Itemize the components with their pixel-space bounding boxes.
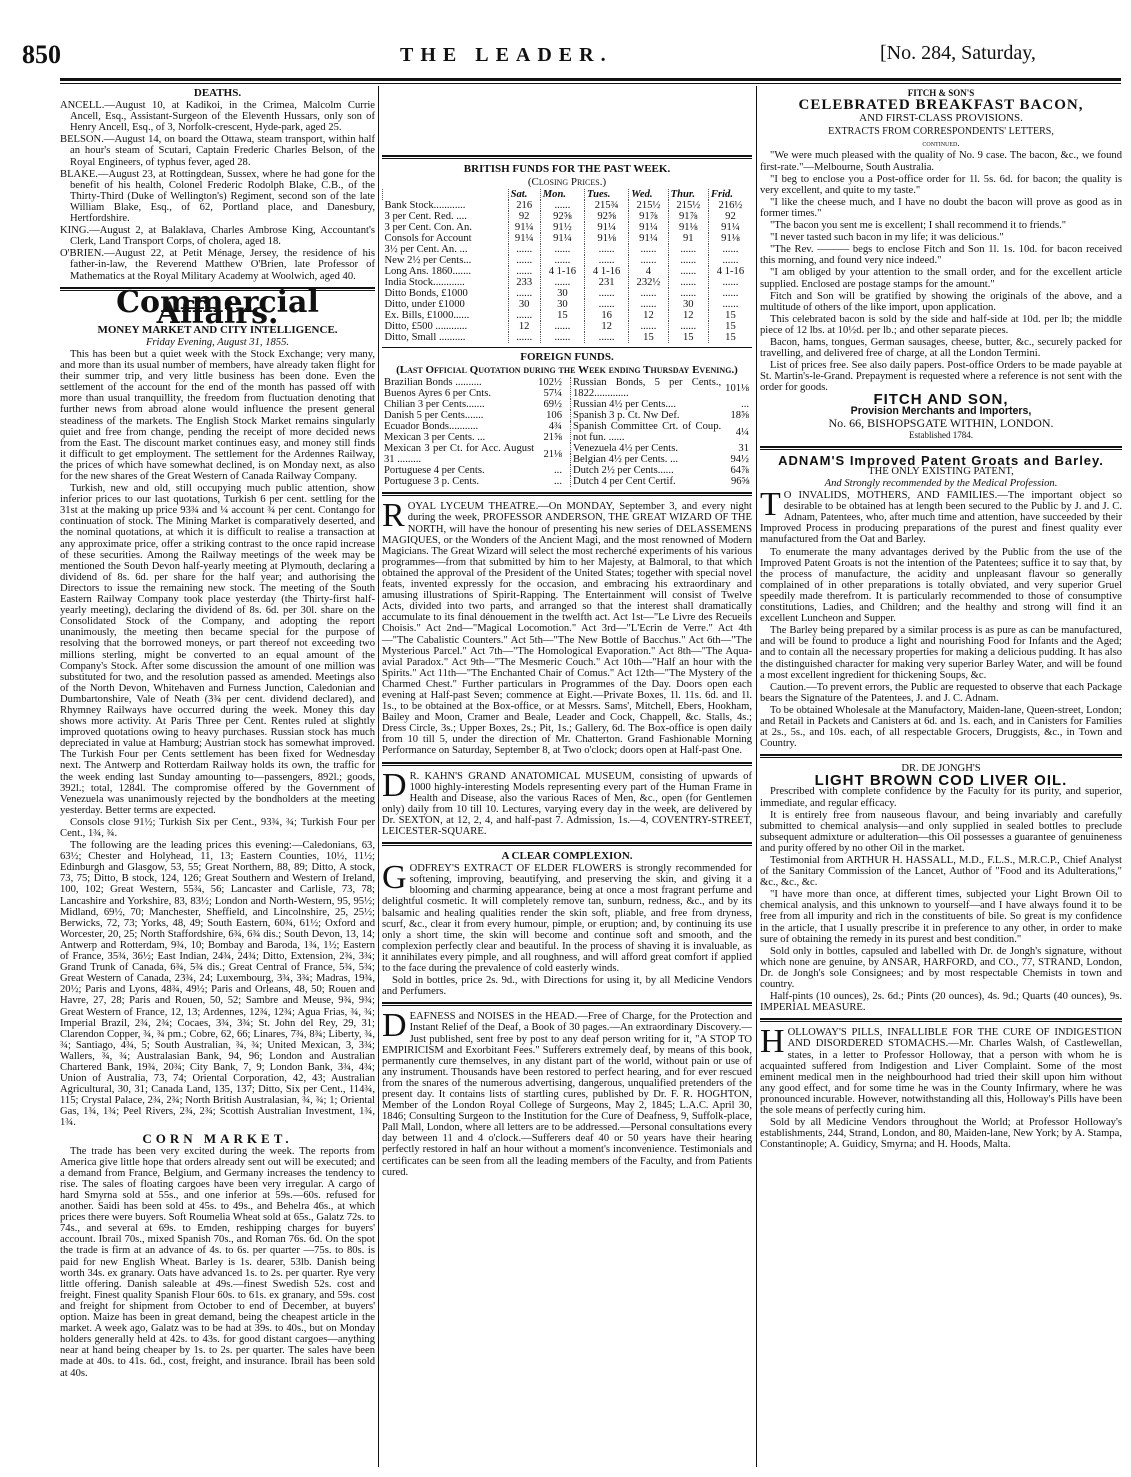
table-cell: ......	[508, 332, 540, 343]
complexion-heading: A CLEAR COMPLEXION.	[501, 850, 633, 863]
table-row	[570, 454, 751, 465]
divider	[382, 842, 752, 846]
quote-name: Danish 5 per Cents.......	[384, 410, 484, 422]
table-cell: 91⅛	[668, 222, 708, 233]
divider	[760, 1018, 1122, 1022]
quote-name: Russian 4½ per Cents....	[572, 399, 676, 411]
table-row	[383, 277, 753, 288]
adnam-paragraph: The Barley being prepared by a similar process is as pure as can be manufactured, and will be found to produce a light and nourishing Food for Infants and the Aged; and to contain all the necessary properties for making a delicious pudding. It has also the distinguished character for making very superior Barley Water, and will be found a most excellent ingredient for thickening Soups, &c.	[760, 625, 1122, 681]
header-rule	[60, 78, 1121, 84]
fitch-quote: List of prices free. See also daily papers. Post-office Orders to be made payable at St. Martin's-le-Grand. Prepayment is requested where a reference is not sent with the order for goods.	[760, 360, 1122, 394]
table-cell: ......	[585, 244, 629, 255]
article-paragraph: This has been but a quiet week with the Stock Exchange; very many, and more than its usual number of members, have already taken flight for their summer trip, and very little business has been done. Even the settlement of the account for the end of the month has passed off with more than usual tranquillity, the freedom from fluctuation denoting that further news from abroad alone would influence the present general steadiness of the markets. The English Stock Market remains singularly quiet and free from change, pending the receipt of more decided news from the East. The discount market continues easy, and money still finds it difficult to get employment. The settlement for the Ardennes Railway, the prices of which have somewhat declined, is on Monday next, as also for the new shares of the Great Western of Canada Railway Company.	[60, 348, 375, 482]
table-cell: 30	[508, 299, 540, 310]
column-divider	[756, 86, 757, 1467]
column-3	[760, 86, 1122, 1151]
table-cell: 91⅞	[668, 211, 708, 222]
table-row	[570, 410, 751, 421]
table-cell: 30	[540, 288, 584, 299]
table-row	[570, 465, 751, 476]
column-header: Sat.	[508, 189, 540, 200]
dejongh-paragraph: Half-pints (10 ounces), 2s. 6d.; Pints (20 ounces), 4s. 9d.; Quarts (40 ounces), 9s. IMPERIAL MEASURE.	[760, 991, 1122, 1014]
quote-name: Ecuador Bonds...........	[384, 421, 479, 433]
column-header: Frid.	[708, 189, 752, 200]
table-cell: ......	[668, 277, 708, 288]
table-cell: ......	[708, 277, 752, 288]
table-cell: 91¼	[708, 222, 752, 233]
table-cell: ......	[508, 310, 540, 321]
dejongh-paragraph: Prescribed with complete confidence by the Faculty for its purity, and superior, immediate, and regular efficacy.	[760, 786, 1122, 809]
fitch-quote: "I never tasted such bacon in my life; it was delicious."	[770, 232, 1004, 244]
dejongh-paragraph: Sold only in bottles, capsuled and labelled with Dr. de Jongh's signature, without which none are genuine, by ANSAR, HARFORD, and CO., 77, STRAND, London, Dr. de Jongh's sole Consignees; and by most respectable Chemists in town and country.	[760, 945, 1122, 991]
foreign-funds-subtitle: (Last Official Quotation during the Week ending Thursday Evening.)	[396, 364, 738, 377]
fitch-address: No. 66, BISHOPSGATE WITHIN, LONDON.	[828, 415, 1054, 430]
quote-name: Portuguese 3 p. Cents.	[384, 476, 480, 488]
table-row	[383, 266, 753, 277]
quote-name: Mexican 3 per Cents. ...	[384, 432, 486, 444]
table-cell: ......	[540, 244, 584, 255]
quote-name: Mexican 3 per Ct. for Acc. August 31 .........	[384, 443, 535, 466]
table-row	[383, 332, 753, 343]
table-row	[383, 321, 753, 332]
table-row	[382, 465, 564, 476]
table-row	[383, 244, 753, 255]
quote-name: Dutch 2½ per Cents......	[572, 465, 674, 477]
money-heading: MONEY MARKET AND CITY INTELLIGENCE.	[97, 323, 338, 336]
table-cell: ......	[540, 255, 584, 266]
table-cell: 12	[668, 310, 708, 321]
death-entry: ANCELL.—August 10, at Kadikoi, in the Crimea, Malcolm Currie Ancell, Esq., Assistant-Surgeon of the Eleventh Hussars, only son of Henry Ancell, Esq., of 3, Norfolk-crescent, Hyde-park, aged 25.	[60, 100, 375, 134]
table-row	[570, 421, 751, 443]
table-cell: 91⅞	[629, 211, 668, 222]
royal-lyceum-ad: OYAL LYCEUM THEATRE.—On MONDAY, September 3, and every night during the week, PROFESSOR ANDERSON, THE GREAT WIZARD OF THE NORTH, will have the honour of presenting his new series of DELASSEMENS MAGIQUES, or the Wonders of the Ancient Magi, and the most renowned of Modern Magicians. The Great Wizard will select the most recherché experiments of his various programmes—from that submitted by him to her Majesty, at Balmoral, to that which obtained the approval of the President of the United States; together with special novel feats, invented expressly for the occasion, and embracing his extraordinary and amusing illustrations of Spirit-Rapping. The Entertainment will consist of Twelve Acts, divided into two parts, and arranged so that the interest shall dramatically accumulate to its final dénouement in the twelfth act. Act 1st—"Le Livre des Recueils Choisis." Act 2nd—"Magical Locomotion." Act 3rd—"L'Ecrin de Verre." Act 4th—"The Cabalistic Counters." Act 5th—"The New Bottle of Bacchus." Act 6th—"The Mysterious Parcel." Act 7th—"The Homological Evaporation." Act 8th—"The Aqua-avial Paradox." Act 9th—"The Mesmeric Couch." Act 10th—"Half an hour with the Spirits." Act 11th—"The Enchanted Chair of Comus." Act 12th—"The Mystery of the Charmed Chest." Further particulars in Programmes of the Day. Doors open each evening at Half-past Seven; commence at Eight.—Private Boxes, 1l. 11s. 6d. and 1l. 1s., to be obtained at the Box-office, or at Messrs. Sams', Mitchell, Ebers, Hookham, Bailey and Moon, Cramer and Beale, Leader and Cock, Chappell, &c. Stalls, 4s.; Dress Circle, 3s.; Upper Boxes, 2s.; Pit, 1s.; Gallery, 6d. The Box-office is open daily from 10 till 5, under the direction of Mr. Chatterton. Grand Fashionable Morning Performance on Saturday, September 8, at Two o'clock; doors open at Half-past One.	[382, 501, 752, 757]
table-cell: 91½	[540, 222, 584, 233]
drop-cap: D	[382, 766, 407, 804]
table-cell: 92⅝	[540, 211, 584, 222]
column-2	[382, 150, 752, 1179]
quote-name: Brazilian Bonds ..........	[384, 377, 482, 389]
fitch-top: FITCH & SON'S	[907, 88, 975, 98]
divider	[382, 1002, 752, 1006]
table-row	[383, 288, 753, 299]
table-cell: ......	[668, 288, 708, 299]
kahn-museum-ad: R. KAHN'S GRAND ANATOMICAL MUSEUM, consisting of upwards of 1000 highly-interesting Models representing every part of the Human Frame in Health and Disease, also the various Races of Men, &c., open (for Gentlemen only) daily from 10 till 10. Lectures, varying every day in the week, are delivered by Dr. SEXTON, at 12, 2, 4, and half-past 7. Admission, 1s.—4, COVENTRY-STREET, LEICESTER-SQUARE.	[382, 770, 752, 837]
table-cell: ......	[668, 244, 708, 255]
quote-name: Spanish 3 p. Ct. Nw Def.	[572, 410, 680, 422]
fitch-quote: Fitch and Son will be gratified by showing the originals of the above, and a multitude of others of the like import, upon application.	[760, 290, 1122, 313]
page-number: 850	[22, 40, 61, 69]
table-cell: 3 per Cent. Red. ....	[384, 211, 467, 223]
table-row	[570, 476, 751, 487]
column-1	[60, 86, 375, 1380]
table-cell: ......	[508, 244, 540, 255]
divider	[382, 347, 752, 348]
table-row	[383, 299, 753, 310]
death-entry: KING.—August 2, at Balaklava, Charles Ambrose King, Accountant's Clerk, Land Transport Corps, of cholera, aged 18.	[60, 225, 375, 248]
quote-value: 106	[546, 410, 562, 422]
godfrey-ad: ODFREY'S EXTRACT OF ELDER FLOWERS is strongly recommended for softening, improving, beautifying, and preserving the skin, and giving it a blooming and charming appearance, being at once a most fragrant perfume and delightful cosmetic. It will completely remove tan, sunburn, redness, &c., and by its balsamic and healing qualities render the skin soft, pliable, and free from dryness, scurf, &c., clear it from every humour, pimple, or eruption; and, by continuing its use only a short time, the skin will become and continue soft and smooth, and the complexion perfectly clear and beautiful. In the process of shaving it is invaluable, as it annihilates every pimple, and all roughness, and will afford great comfort if applied to the face during the prevalence of cold easterly winds.	[382, 863, 752, 975]
quote-name: Russian Bonds, 5 per Cents., 1822.............	[572, 377, 722, 400]
table-row	[383, 211, 753, 222]
table-cell: 12	[508, 321, 540, 332]
table-cell: Ex. Bills, £1000......	[384, 310, 470, 322]
table-cell: ......	[708, 244, 752, 255]
table-cell: 15	[708, 332, 752, 343]
quote-name: Venezuela 4½ per Cents.	[572, 443, 679, 455]
table-row	[383, 310, 753, 321]
article-paragraph: Consols close 91½; Turkish Six per Cent., 93¾, ¾; Turkish Four per Cent., 1¾, ¾.	[60, 816, 375, 839]
table-cell: ......	[629, 244, 668, 255]
table-cell: 4 1-16	[540, 266, 584, 277]
table-cell: 91¼	[508, 222, 540, 233]
dejongh-paragraph: "I have more than once, at different times, subjected your Light Brown Oil to chemical analysis, and this unknown to yourself—and I have always found it to be free from all impurity and rich in the constituents of bile. So great is my confidence in the article, that I usually prescribe it in preference to any other, in order to make sure of obtaining the remedy in its purest and best condition."	[760, 889, 1122, 945]
table-cell: 91⅛	[585, 233, 629, 244]
table-cell: ......	[668, 255, 708, 266]
table-cell: 92	[508, 211, 540, 222]
table-cell: 91¼	[585, 222, 629, 233]
quote-value: 4¼	[735, 426, 749, 438]
quote-value: 102½	[538, 377, 562, 389]
column-header: Tues.	[585, 189, 629, 200]
table-row	[383, 200, 753, 211]
divider	[760, 446, 1122, 450]
deaths-heading: DEATHS.	[193, 87, 242, 99]
quote-name: Buenos Ayres 6 per Cnts.	[384, 388, 492, 400]
section-title: Commercial Affairs.	[116, 284, 319, 331]
table-cell: 4	[629, 266, 668, 277]
quote-value: 94½	[730, 454, 749, 466]
table-cell: ......	[585, 299, 629, 310]
fitch-quote: Bacon, hams, tongues, German sausages, cheese, butter, &c., securely packed for travelling, and delivered free of charge, at all the London Termini.	[760, 336, 1122, 360]
drop-cap: D	[382, 1007, 407, 1045]
table-cell: ......	[708, 255, 752, 266]
table-row	[383, 255, 753, 266]
table-row	[383, 233, 753, 244]
table-row	[382, 432, 564, 443]
table-cell: 4 1-16	[708, 266, 752, 277]
table-row	[570, 443, 751, 454]
adnam-patent: THE ONLY EXISTING PATENT,	[868, 465, 1014, 477]
table-cell: 30	[668, 299, 708, 310]
table-cell: ......	[629, 288, 668, 299]
column-divider	[378, 86, 379, 1467]
quote-value: 69½	[543, 399, 562, 411]
table-cell: ......	[708, 288, 752, 299]
table-cell: ......	[508, 266, 540, 277]
drop-cap: T	[760, 486, 781, 524]
table-row	[382, 410, 564, 421]
table-cell: 91	[668, 233, 708, 244]
fitch-firm: FITCH AND SON,	[873, 391, 1009, 409]
holloway-paragraph: Sold by all Medicine Vendors throughout the World; at Professor Holloway's establishments, 244, Strand, London, and 80, Maiden-lane, New York; by A. Stampa, Constantinople; A. Guidicy, Smyrna; and H. Hoods, Malta.	[760, 1117, 1122, 1151]
british-funds-table	[382, 189, 752, 343]
divider	[382, 492, 752, 496]
corn-text: The trade has been very excited during the week. The reports from America give little hope that orders already sent out will be executed; and a demand from France, Belgium, and Germany increases the tendency to rise. The sales of floating cargoes have been very irregular. A cargo of hard Smyrna sold at 55s., and one inferior at 59s.—60s. refused for another. Saidi has been sold at 45s. to 49s., and Behelra 46s., at which prices there were buyers. Soft Roumelia Wheat sold at 65s., Galatz 72s. to 74s., and several at 69s. to Emden, reshipping charges for buyers' account. Ibrail 70s., mixed Spanish 70s., and Roman 76s. 6d. On the spot the trade is firm at an advance of 4s. to 6s. per quarter —75s. to 80s. is paid for new English Wheat. Barley is 1s. dearer, 53lb. Danish being worth 34s. ex granary. Oats have advanced 1s. to 2s. per quarter. Rye very little offering. Danish saleable at 49s.—finest Swedish 52s. cost and freight. Finest quality Spanish Flour 60s. to 61s. ex granary, and 59s. cost and freight for shipment from October to end of December, at buyers' option. Maize has been in great demand, being the cheapest article in the market. A week ago, Galatz was to be had at 39s. to 40s., but on Monday holders generally held at 42s. to 43s. for good distant cargoes—anything near at hand being cheaper by 1s. to 2s. per quarter. The sales have been made at 40s. to 41s. 6d., cost, freight, and insurance. Ibrail has been sold at 40s.	[60, 1145, 375, 1379]
dejongh-paragraph: Testimonial from ARTHUR H. HASSALL, M.D., F.L.S., M.R.C.P., Chief Analyst of the Sanitary Commission of the Lancet, Author of "Food and its Adulterations," &c., &c., &c.	[760, 855, 1122, 889]
table-row	[382, 399, 564, 410]
fitch-established: Established 1784.	[909, 429, 973, 440]
table-cell: 233	[508, 277, 540, 288]
table-cell: 92⅝	[585, 211, 629, 222]
adnam-paragraph: O INVALIDS, MOTHERS, AND FAMILIES.—The important object so desirable to be obtained has at length been secured to the Public by J. and J. C. Adnam, Patentees, who, after much time and attention, have succeeded by their Improved Process in producing preparations of the purest and finest quality ever manufactured from the Oat and Barley.	[760, 490, 1122, 546]
adnam-title: ADNAM'S Improved Patent Groats and Barley.	[778, 452, 1104, 468]
table-cell: Long Ans. 1860.......	[384, 266, 472, 278]
column-header: Wed.	[629, 189, 668, 200]
quote-value: 4¾	[548, 421, 562, 433]
quote-value: 21⅛	[543, 448, 562, 460]
table-cell: 92	[708, 211, 752, 222]
adnam-recommend: And Strongly recommended by the Medical Profession.	[824, 478, 1058, 489]
adnam-paragraph: To be obtained Wholesale at the Manufactory, Maiden-lane, Queen-street, London; and Retail in Packets and Canisters at 6d. and 1s. each, and in Canisters for Families at 2s., 5s., and 10s. each, of all respectable Grocers, Druggists, &c., in Town and Country.	[760, 704, 1122, 750]
dejongh-paragraph: It is entirely free from nauseous flavour, and being invariably and carefully submitted to chemical analysis—and only supplied in sealed bottles to preclude subsequent admixture or adulteration—this Oil possesses a guarantee of genuineness and purity offered by no other Oil in the market.	[760, 809, 1122, 854]
table-cell: 4 1-16	[585, 266, 629, 277]
table-cell: Ditto, under £1000	[384, 299, 465, 311]
table-cell: Ditto Bonds, £1000	[384, 288, 468, 300]
divider	[760, 754, 1122, 758]
column-header: Mon.	[540, 189, 584, 200]
table-cell: 12	[629, 310, 668, 321]
dejongh-title: LIGHT BROWN COD LIVER OIL.	[814, 772, 1068, 790]
table-row	[570, 399, 751, 410]
death-entry: BELSON.—August 14, on board the Ottawa, steam transport, within half an hour's steam of Scutari, Captain Frederic Charles Belson, of the Royal Engineers, of typhus fever, aged 28.	[60, 134, 375, 168]
table-cell: ......	[540, 332, 584, 343]
table-cell: ......	[668, 321, 708, 332]
dejongh-top: DR. DE JONGH'S	[901, 763, 981, 775]
table-cell: 91¼	[540, 233, 584, 244]
quote-value: 31	[738, 443, 749, 455]
table-cell: Consols for Account	[384, 233, 472, 245]
divider	[382, 155, 752, 159]
table-row	[382, 421, 564, 432]
table-cell: India Stock............	[384, 277, 465, 289]
fitch-firm-sub: Provision Merchants and Importers,	[850, 404, 1032, 417]
adnam-paragraph: To enumerate the many advantages derived by the Public from the use of the Improved Patent Groats is not the intention of the Patentees; suffice it to say that, by the process of manufacture, the acidity and unpleasant flavour so generally complained of in other preparations is totally obviated, and very superior Gruel speedily made therefrom. It is particularly recommended to those of consumptive constitutions, Ladies, and Children; and the healthy and strong will find it an excellent Luncheon and Supper.	[760, 546, 1122, 625]
quote-value: 21⅝	[543, 432, 562, 444]
table-cell: ......	[668, 266, 708, 277]
quote-name: Chilian 3 per Cents.......	[384, 399, 485, 411]
dateline: Friday Evening, August 31, 1855.	[145, 336, 290, 348]
quote-value: ...	[554, 465, 562, 477]
quote-value: 96⅝	[730, 476, 750, 488]
table-cell: New 2½ per Cents...	[384, 255, 472, 267]
fitch-continued: continued.	[922, 138, 960, 149]
table-cell: 91¼	[508, 233, 540, 244]
table-cell: 216	[508, 200, 540, 211]
table-cell: ......	[585, 332, 629, 343]
deafness-ad: EAFNESS and NOISES in the HEAD.—Free of Charge, for the Protection and Instant Relief of the Deaf, a Book of 30 pages.—An extraordinary Discovery.—Just published, sent free by post to any deaf person writing for it, "A STOP TO EMPIRICISM and Exorbitant Fees." Sufferers extremely deaf, by means of this book, permanently cure themselves, in any distant part of the world, without pain or use of any instrument. Thousands have been restored to perfect hearing, and for ever rescued from the snares of the numerous advertising, dangerous, unqualified pretenders of the present day. It contains lists of startling cures, published by Dr. F. R. HOGHTON, Member of the London Royal College of Surgeons, May 2, 1845; L.A.C. April 30, 1846; Consulting Surgeon to the Institution for the Cure of Deafness, 9, Suffolk-place, Pall Mall, London, where all letters are to be addressed.—Personal consultations every day between 11 and 4 o'clock.—Sufferers deaf 40 or 50 years have their hearing perfectly restored in half an hour without a moment's inconvenience. Testimonials and certificates can be seen from all the leading members of the Faculty, and from Patients cured.	[382, 1011, 752, 1178]
table-cell: 12	[585, 321, 629, 332]
table-cell: ......	[585, 255, 629, 266]
british-funds-title: BRITISH FUNDS FOR THE PAST WEEK.	[463, 163, 671, 175]
article-paragraph: Turkish, new and old, still occupying much public attention, show inferior prices to our last quotations, Turkish 6 per cent. settling for the 31st at the making up price 93¾ and ¼ account ¾ per cent. Contango for continuation of stock. The Mining Market is comparatively deserted, and the nominal quotations, at which it is difficult to realise a transaction at any approximate price, offer a striking contrast to the once rapid increase of these securities. Among the Railway meetings of the week may be mentioned the South Devon half-yearly meeting at Plymouth, declaring a dividend of 8s. 6d. per share for the half year; and authorising the Directors to issue the remaining new stock. The meeting of the South Eastern Railway Company took place yesterday (the Thirty-first half-yearly meeting), declaring the dividend of 8s. 6d. per 30l. share on the Consolidated Stock of the Company, and adopting the report unanimously, the meeting then became special for the purpose of resolving that the borrowed moneys, or part thereof not exceeding two millions sterling, might be converted to an equal amount of the Company's Stock. After some discussion the amount of one million was substituted for two, and the resolution passed as amended. Meetings also of the North Devon, Whitehaven and Furness Junction, Caledonian and Dumbartonshire, Vale of Neath (3¾ per cent. dividend declared), and Rhymney Railways have occurred during the week. Money this day shows more activity. At Paris Three per Cent. Rentes ruled at slightly improved quotations owing to heavy purchases. Russian stock has much depreciated in value at Hamburg; Austrian stock has somewhat improved. The Turkish Four per Cents settlement has been fixed for Wednesday next. The Antwerp and Rotterdam Railway holds its own, the traffic for the week ending last Sunday amounting to—passengers, 892l.; goods, 392l.; total, 1284l. The compromise offered by the Government of Venezuela was unanimously rejected by the bondholders at the meeting yesterday. Better terms are expected.	[60, 483, 375, 816]
quote-name: Belgian 4½ per Cents. ...	[572, 454, 679, 466]
death-entry: O'BRIEN.—August 22, at Petit Ménage, Jersey, the residence of his father-in-law, the Reverend Matthew O'Brien, late Professor of Mathematics at the Royal Military Academy at Woolwich, aged 40.	[60, 248, 375, 282]
quote-value: ...	[741, 399, 749, 411]
quote-value: ...	[554, 476, 562, 488]
fitch-extracts: EXTRACTS FROM CORRESPONDENTS' LETTERS,	[828, 126, 1054, 138]
table-cell: 215¾	[585, 200, 629, 211]
fitch-quote: "I like the cheese much, and I have no doubt the bacon will prove as good as in former times."	[760, 196, 1122, 219]
british-funds-subtitle: (Closing Prices.)	[527, 176, 607, 189]
table-cell: ......	[629, 299, 668, 310]
quote-name: Portuguese 4 per Cents.	[384, 465, 485, 477]
table-cell: 91¼	[629, 233, 668, 244]
table-cell: 232½	[629, 277, 668, 288]
fitch-title: CELEBRATED BREAKFAST BACON,	[798, 97, 1084, 114]
table-cell: ......	[540, 277, 584, 288]
adnam-paragraph: Caution.—To prevent errors, the Public are requested to observe that each Package bears the Signature of the Patentees, J. and J. C. Adnam.	[760, 681, 1122, 704]
table-row	[382, 388, 564, 399]
table-cell: 15	[708, 310, 752, 321]
table-row	[382, 377, 564, 388]
table-cell: ......	[629, 255, 668, 266]
table-cell: Ditto, £500 ............	[384, 321, 468, 333]
fitch-quote: "I beg to enclose you a Post-office order for 1l. 5s. 6d. for bacon; the quality is very excellent, and quite to my taste."	[760, 173, 1122, 196]
table-cell: 91⅛	[708, 233, 752, 244]
godfrey-sold: Sold in bottles, price 2s. 9d., with Directions for using it, by all Medicine Vendors and Perfumers.	[382, 975, 752, 998]
table-cell: 91¼	[629, 222, 668, 233]
quote-value: 64⅞	[730, 465, 749, 477]
table-cell: 30	[540, 299, 584, 310]
holloway-paragraph: OLLOWAY'S PILLS, INFALLIBLE FOR THE CURE OF INDIGESTION AND DISORDERED STOMACHS.—Mr. Charles Walsh, of Castlewellan, states, in a letter to Professor Holloway, that a person with whom he is acquainted suffered from Indigestion and Liver Complaint. Some of the most eminent medical men in the neighbourhood had tried their skill upon him without any good effect, and for some time he was in the County Infirmary, where he was pronounced incurable. However, notwithstanding all this, Holloway's Pills have been the sole means of perfectly curing him.	[760, 1027, 1122, 1116]
table-cell: ......	[708, 299, 752, 310]
table-cell: 15	[708, 321, 752, 332]
death-entry: BLAKE.—August 23, at Rottingdean, Sussex, where he had gone for the benefit of his health, Colonel Frederic Rodolph Blake, C.B., of the Thirty-Third (Duke of Wellington's) Regiment, second son of the late William Blake, Esq., of 62, Portland place, and Danesbury, Hertfordshire.	[60, 168, 375, 225]
drop-cap: H	[760, 1023, 785, 1061]
foreign-funds-title: FOREIGN FUNDS.	[520, 351, 614, 364]
table-cell: ......	[585, 288, 629, 299]
table-cell: 215½	[629, 200, 668, 211]
table-cell: ......	[540, 321, 584, 332]
table-cell: 15	[629, 332, 668, 343]
table-cell: ......	[629, 321, 668, 332]
drop-cap: R	[382, 497, 405, 535]
quote-name: Spanish Committee Crt. of Coup. not fun. ......	[572, 421, 722, 444]
quote-name: Dutch 4 per Cent Certif.	[572, 476, 676, 488]
table-cell: 15	[668, 332, 708, 343]
table-cell: 15	[540, 310, 584, 321]
issue-info: [No. 284, Saturday,	[880, 42, 1036, 64]
column-header	[383, 189, 509, 200]
fitch-sub: AND FIRST-CLASS PROVISIONS.	[859, 112, 1023, 125]
table-cell: Bank Stock............	[384, 200, 466, 212]
table-cell: 16	[585, 310, 629, 321]
divider	[382, 762, 752, 766]
table-row	[383, 222, 753, 233]
quote-value: 18⅝	[730, 410, 749, 422]
table-cell: 3½ per Cent. An. ...	[384, 244, 468, 256]
article-paragraph: The following are the leading prices this evening:—Caledonians, 63, 63½; Chester and Holyhead, 11, 13; Eastern Counties, 10½, 11½; Edinburgh and Glasgow, 53, 55; Great Northern, 88, 89; Ditto, A stock, 73, 75; Ditto, B stock, 124, 126; Great Southern and Western of Ireland, 100, 102; Great Western, 55¾, 56; Lancaster and Carlisle, 73, 78; Lancashire and Yorkshire, 83, 83½; London and North-Western, 95, 95½; Midland, 69½, 70; Manchester, Sheffield, and Lincolnshire, 25, 25½; Berwicks, 72, 73; Yorks, 48, 49; South Eastern, 60¾, 61½; Oxford and Worcester, 20, 25; North Staffordshire, 6¾, 6¾ dis.; South Devon, 13, 14; Antwerp and Rotterdam, 9¾, 10; Bombay and Baroda, 1¾, 1½; Eastern of France, 35¾, 36½; East Indian, 24¾, 24¾; Ditto, Extension, 2¾, 3¾; Grand Trunk of Canada, 6¾, 5¾ dis.; Great Central of France, 5¾, 5¾; Great Western of Canada, 23¾, 24; Luxembourg, 3¾, 3¾; Madras, 19¾, 20½; Paris and Lyons, 48¾, 49½; Paris and Orleans, 48, 50; Rouen and Havre, 27, 28; Paris and Rouen, 50, 52; Sambre and Meuse, 9¾, 9¾; Great Western of France, 12, 13; Ardennes, 12¾, 12¾; Agua Frias, ¾, ¾; Imperial Brazil, 2¾, 2¾; Cocaes, 3¾, 3¾; St. John del Rey, 29, 31; Clarendon Copper, ¾, ¾ pm.; Cobre, 62, 66; Linares, 7¾, 8¾; Liberty, ¾, ¾; Santiago, 4¾, 5; South Australian, ¾, ¾; United Mexican, 3, 3¾; Wallers, ¾, ¾; Australasian Bank, 94, 96; London and Australian Chartered Bank, 19¾, 20¾; City Bank, 7, 9; London Bank, 3¾, 4¾; Union of Australia, 73, 74; Oriental Corporation, 42, 43; Australian Agricultural, 30, 31; Canada Land, 135, 137; Ditto, Six per Cent., 114¾, 115; Crystal Palace, 2¾, 2¾; North British Australasian, ¾, ¾; 1; Oriental Gas, 1¾, 1¾; Peel Rivers, 2¾, 2¾; Scottish Australian Investment, 1¾, 1¾.	[60, 840, 375, 1129]
fitch-quote: "The bacon you sent me is excellent; I shall recommend it to friends."	[770, 220, 1067, 232]
column-header: Thur.	[668, 189, 708, 200]
table-cell: ......	[540, 200, 584, 211]
fitch-quote: "The Rev. ——— begs to enclose Fitch and Son 1l. 1s. 10d. for bacon received this morning, and found very nice indeed."	[760, 244, 1122, 267]
table-row	[570, 377, 751, 399]
fitch-quote: "I am obliged by your attention to the small order, and for the excellent article supplied. Enclosed are postage stamps for the amount."	[760, 267, 1122, 290]
masthead-title: THE LEADER.	[400, 44, 613, 66]
drop-cap: G	[382, 859, 407, 897]
table-cell: 215½	[668, 200, 708, 211]
table-cell: Ditto, Small ..........	[384, 332, 466, 344]
fitch-quote: This celebrated bacon is sold by the side and half-side at 10d. per lb; the middle piece of 12 lbs. at 10½d. per lb.; and other separate pieces.	[760, 313, 1122, 336]
table-cell: ......	[508, 255, 540, 266]
table-row	[382, 476, 564, 487]
table-row	[382, 443, 564, 465]
table-cell: 216½	[708, 200, 752, 211]
table-cell: 231	[585, 277, 629, 288]
table-cell: ......	[508, 288, 540, 299]
quote-value: 101⅛	[725, 382, 749, 394]
table-cell: 3 per Cent. Con. An.	[384, 222, 472, 234]
corn-heading: CORN MARKET.	[142, 1130, 293, 1146]
quote-value: 57¼	[543, 388, 562, 400]
fitch-quote: "We were much pleased with the quality of No. 9 case. The bacon, &c., we found first-rate."—Melbourne, South Australia.	[760, 150, 1122, 173]
foreign-funds-table	[382, 377, 752, 487]
